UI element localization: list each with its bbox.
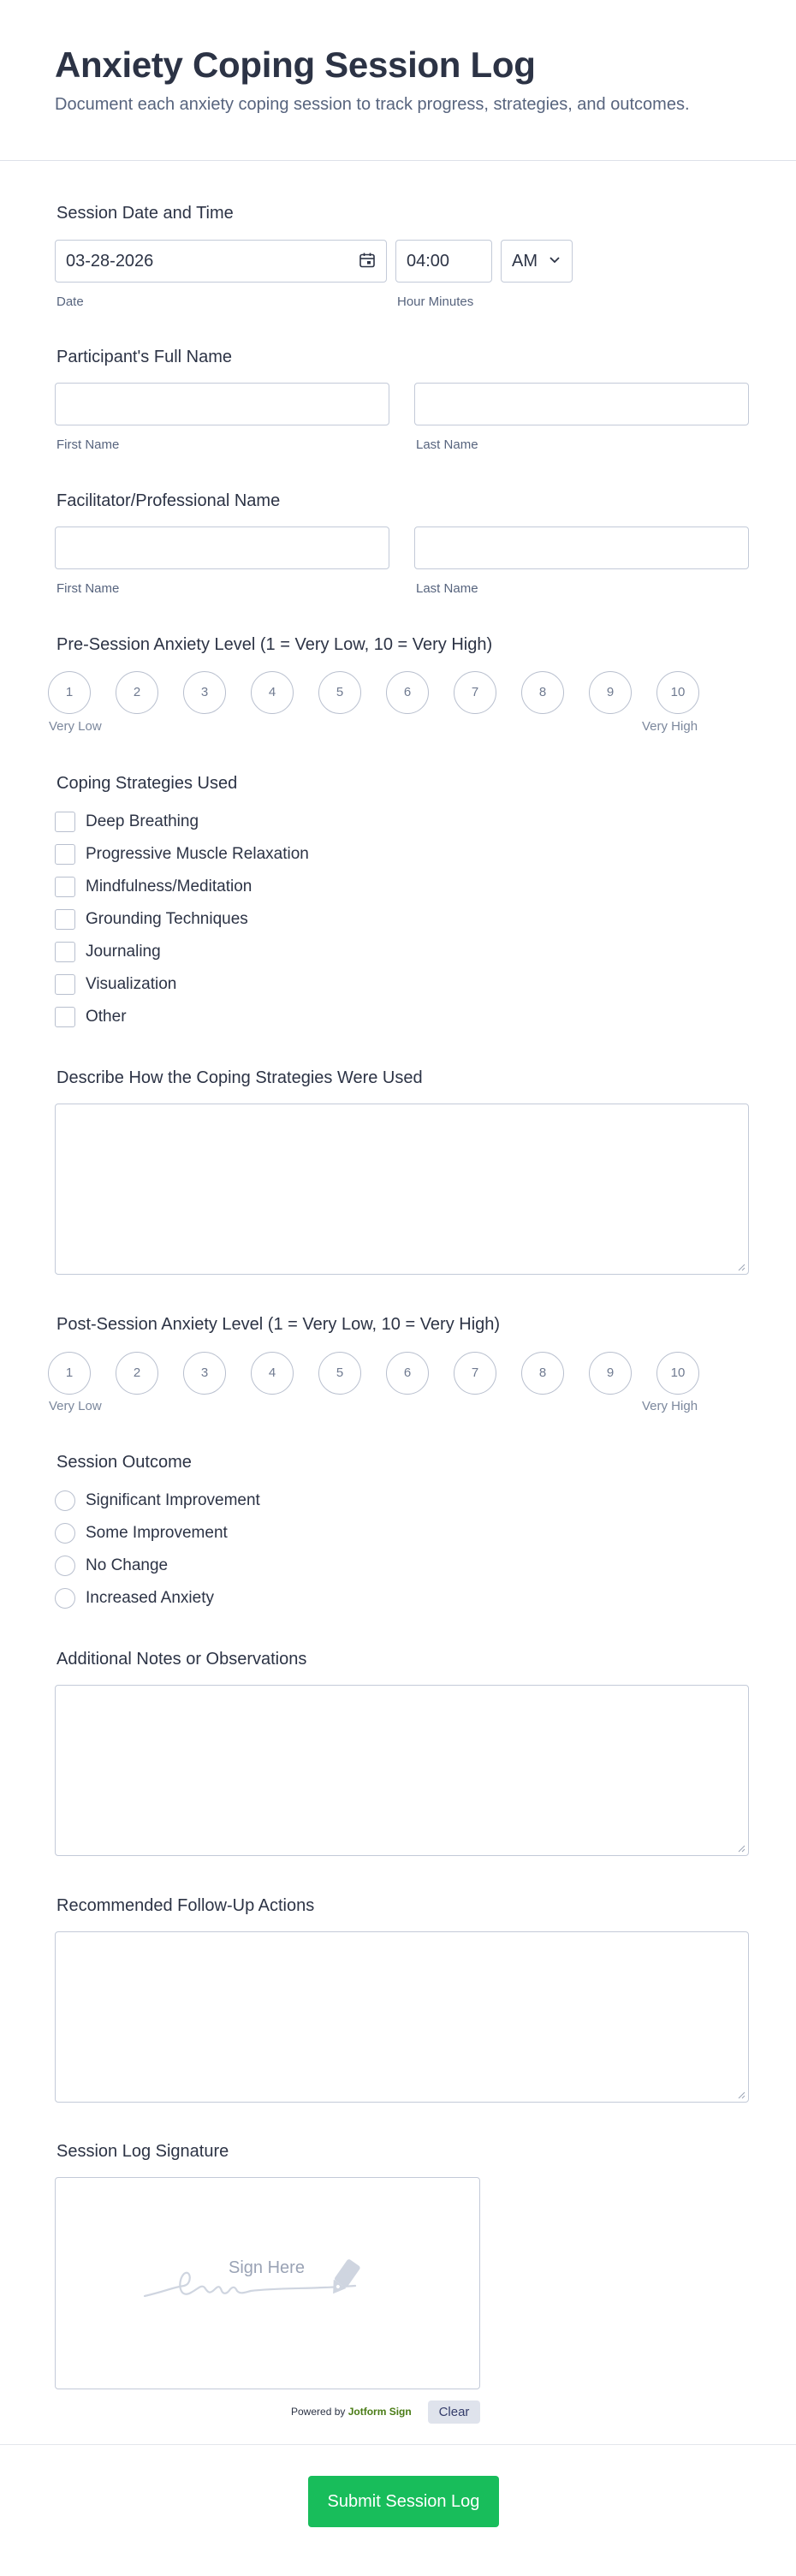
post-anxiety-high-caption: Very High [642, 1399, 698, 1413]
notes-textarea[interactable] [55, 1685, 749, 1856]
pre-anxiety-option-10[interactable]: 10 [656, 671, 699, 714]
pre-anxiety-option-9[interactable]: 9 [589, 671, 632, 714]
outcome-option-significant-improvement[interactable] [55, 1490, 260, 1512]
outcome-option-label: Increased Anxiety [86, 1589, 214, 1607]
strategy-option-label: Journaling [86, 943, 161, 961]
strategy-option-label: Mindfulness/Meditation [86, 878, 252, 895]
strategies-label: Coping Strategies Used [56, 774, 238, 793]
pre-anxiety-option-8[interactable]: 8 [521, 671, 564, 714]
post-anxiety-option-8[interactable]: 8 [521, 1352, 564, 1395]
post-anxiety-option-4[interactable]: 4 [251, 1352, 294, 1395]
participant-first-sublabel: First Name [56, 437, 120, 452]
facilitator-first-sublabel: First Name [56, 581, 120, 596]
form-body [0, 161, 796, 2575]
time-sublabel: Hour Minutes [397, 294, 474, 309]
outcome-option-label: Some Improvement [86, 1524, 228, 1542]
post-anxiety-low-caption: Very Low [49, 1399, 102, 1413]
form-subtitle: Document each anxiety coping session to track progress, strategies, and outcomes. [55, 95, 690, 114]
outcome-option-label: Significant Improvement [86, 1491, 260, 1509]
checkbox[interactable] [55, 812, 75, 832]
checkbox[interactable] [55, 942, 75, 962]
participant-last-sublabel: Last Name [416, 437, 478, 452]
post-anxiety-option-7[interactable]: 7 [454, 1352, 496, 1395]
time-input[interactable] [395, 240, 492, 283]
ampm-value: AM [512, 252, 538, 271]
ampm-select[interactable] [501, 240, 573, 283]
post-anxiety-option-3[interactable]: 3 [183, 1352, 226, 1395]
signature-label: Session Log Signature [56, 2142, 229, 2161]
pre-anxiety-option-4[interactable]: 4 [251, 671, 294, 714]
participant-label: Participant's Full Name [56, 348, 232, 366]
pre-anxiety-low-caption: Very Low [49, 719, 102, 734]
pre-anxiety-option-2[interactable]: 2 [116, 671, 158, 714]
footer-divider [0, 2444, 796, 2445]
participant-last-name-input[interactable] [414, 383, 749, 425]
powered-by-text [291, 2406, 412, 2418]
resize-grip-icon[interactable] [737, 1844, 746, 1853]
outcome-option-increased-anxiety[interactable] [55, 1587, 214, 1609]
date-input[interactable] [55, 240, 387, 283]
strategy-option-label: Progressive Muscle Relaxation [86, 845, 309, 863]
post-anxiety-option-1[interactable]: 1 [48, 1352, 91, 1395]
facilitator-label: Facilitator/Professional Name [56, 491, 281, 510]
post-anxiety-option-9[interactable]: 9 [589, 1352, 632, 1395]
describe-textarea[interactable] [55, 1104, 749, 1275]
post-anxiety-option-10[interactable]: 10 [656, 1352, 699, 1395]
outcome-option-label: No Change [86, 1556, 169, 1574]
pre-anxiety-option-7[interactable]: 7 [454, 671, 496, 714]
calendar-icon[interactable] [359, 252, 376, 269]
notes-label: Additional Notes or Observations [56, 1650, 307, 1669]
strategy-option-label: Other [86, 1008, 127, 1026]
strategy-option-grounding-techniques[interactable] [55, 908, 248, 931]
checkbox[interactable] [55, 844, 75, 865]
post-anxiety-label: Post-Session Anxiety Level (1 = Very Low, 10 = Very High) [56, 1315, 501, 1334]
checkbox[interactable] [55, 877, 75, 897]
radio-button[interactable] [55, 1490, 75, 1511]
chevron-down-icon [548, 253, 561, 266]
checkbox[interactable] [55, 1007, 75, 1027]
strategy-option-label: Visualization [86, 975, 177, 993]
pre-anxiety-option-5[interactable]: 5 [318, 671, 361, 714]
post-anxiety-option-6[interactable]: 6 [386, 1352, 429, 1395]
post-anxiety-option-2[interactable]: 2 [116, 1352, 158, 1395]
strategy-option-visualization[interactable] [55, 973, 176, 996]
radio-button[interactable] [55, 1556, 75, 1576]
resize-grip-icon[interactable] [737, 1263, 746, 1271]
form-title: Anxiety Coping Session Log [55, 45, 536, 85]
pre-anxiety-high-caption: Very High [642, 719, 698, 734]
powered-brand: Jotform Sign [348, 2406, 412, 2418]
facilitator-last-name-input[interactable] [414, 527, 749, 569]
strategy-option-mindfulness-meditation[interactable] [55, 876, 252, 898]
checkbox[interactable] [55, 909, 75, 930]
strategy-option-other[interactable] [55, 1006, 127, 1028]
pre-anxiety-option-1[interactable]: 1 [48, 671, 91, 714]
radio-button[interactable] [55, 1588, 75, 1609]
strategy-option-progressive-muscle-relaxation[interactable] [55, 843, 309, 866]
submit-button[interactable]: Submit Session Log [308, 2476, 499, 2527]
signature-placeholder: Sign Here [229, 2258, 305, 2277]
followup-label: Recommended Follow-Up Actions [56, 1896, 315, 1915]
time-value: 04:00 [407, 252, 450, 271]
radio-button[interactable] [55, 1523, 75, 1544]
facilitator-last-sublabel: Last Name [416, 581, 478, 596]
outcome-label: Session Outcome [56, 1453, 192, 1472]
strategy-option-label: Grounding Techniques [86, 910, 248, 928]
pre-anxiety-option-3[interactable]: 3 [183, 671, 226, 714]
outcome-option-some-improvement[interactable] [55, 1522, 228, 1544]
post-anxiety-option-5[interactable]: 5 [318, 1352, 361, 1395]
followup-textarea[interactable] [55, 1931, 749, 2103]
session-datetime-label: Session Date and Time [56, 204, 234, 223]
strategy-option-journaling[interactable] [55, 941, 161, 963]
signature-pad[interactable] [55, 2177, 480, 2389]
strategy-option-label: Deep Breathing [86, 812, 199, 830]
outcome-option-no-change[interactable] [55, 1555, 168, 1577]
strategy-option-deep-breathing[interactable] [55, 811, 199, 833]
form-header [0, 0, 796, 161]
pre-anxiety-option-6[interactable]: 6 [386, 671, 429, 714]
participant-first-name-input[interactable] [55, 383, 389, 425]
clear-signature-button[interactable]: Clear [428, 2400, 480, 2424]
facilitator-first-name-input[interactable] [55, 527, 389, 569]
describe-label: Describe How the Coping Strategies Were Used [56, 1068, 423, 1087]
checkbox[interactable] [55, 974, 75, 995]
date-value: 03-28-2026 [66, 252, 154, 271]
date-sublabel: Date [56, 294, 84, 309]
resize-grip-icon[interactable] [737, 2091, 746, 2099]
powered-prefix: Powered by [291, 2406, 346, 2418]
pre-anxiety-label: Pre-Session Anxiety Level (1 = Very Low, 10 = Very High) [56, 635, 493, 654]
